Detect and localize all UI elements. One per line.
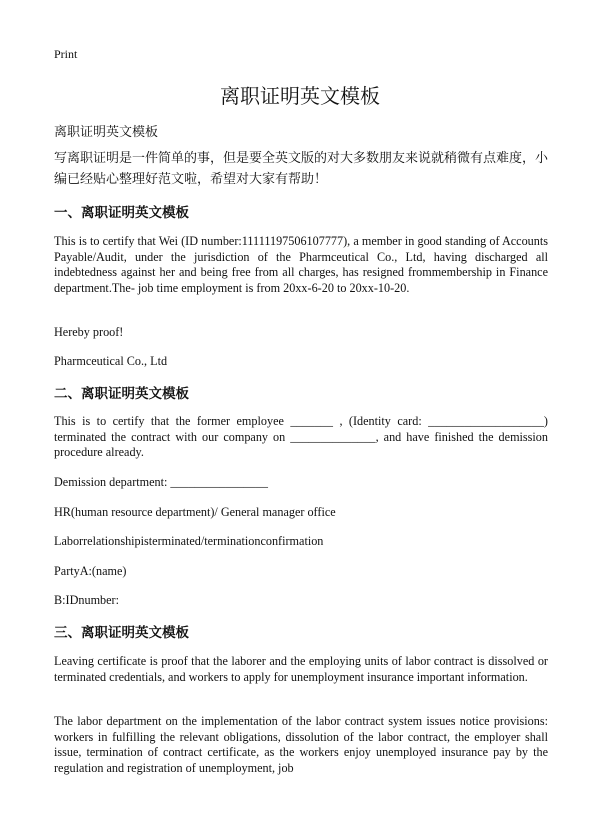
demission-department-line: Demission department: ________________ <box>54 475 268 489</box>
labor-relationship-line: Laborrelationshipisterminated/terminationconfirmation <box>54 534 324 548</box>
section-1-heading: 一、离职证明英文模板 <box>54 205 189 221</box>
section-2-body: This is to certify that the former employee _______ , (Identity card: ___________________) terminated the contract with our company on ______________, and have finished the demission procedure already. <box>54 414 548 459</box>
section-1-body: This is to certify that Wei (ID number:11111197506107777), a member in good standing of Accounts Payable/Audit, under the jurisdiction of the Pharmceutical Co., Ltd, having discharged all indebtedness against her and being free from all charges, has resigned frommembership in Finance department.The- job time employment is from 20xx-6-20 to 20xx-10-20. <box>54 234 548 295</box>
print-label[interactable]: Print <box>54 47 78 61</box>
document-subtitle: 离职证明英文模板 <box>54 125 159 140</box>
hr-line: HR(human resource department)/ General manager office <box>54 505 336 519</box>
document-title: 离职证明英文模板 <box>220 84 380 108</box>
section-1-company: Pharmceutical Co., Ltd <box>54 354 168 368</box>
section-3-paragraph-2: The labor department on the implementation of the labor contract system issues notice provisions: workers in fulfilling the relevant obligations, dissolution of the labor contract, the employer shall issue, termination of contract certificate, as the workers enjoy unemployed insurance pay by the regulation and registration of unemployment, job <box>54 714 548 775</box>
section-3-heading: 三、离职证明英文模板 <box>54 625 189 641</box>
section-3-paragraph-1: Leaving certificate is proof that the laborer and the employing units of labor contract is dissolved or terminated credentials, and workers to apply for unemployment insurance important information. <box>54 654 548 684</box>
party-a-line: PartyA:(name) <box>54 564 127 578</box>
b-id-line: B:IDnumber: <box>54 593 119 607</box>
section-1-proof: Hereby proof! <box>54 325 124 339</box>
section-2-heading: 二、离职证明英文模板 <box>54 386 189 402</box>
intro-paragraph: 写离职证明是一件简单的事，但是要全英文版的对大多数朋友来说就稍微有点难度，小编已经贴心整理好范文啦，希望对大家有帮助！ <box>54 151 549 187</box>
